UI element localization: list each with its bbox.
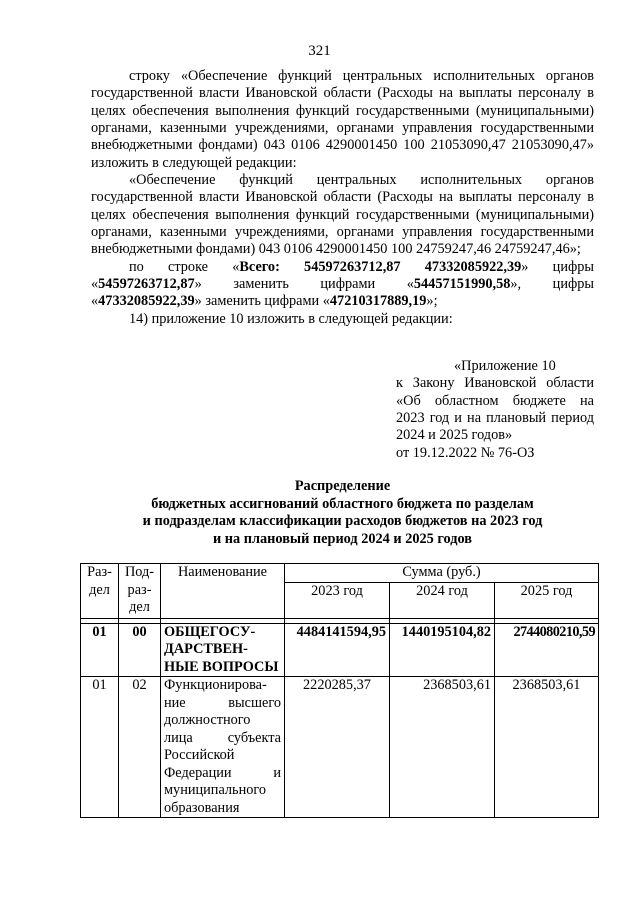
header-subsection: Под-раз-дел xyxy=(119,564,161,619)
row-subsection: 02 xyxy=(119,677,161,818)
row-value-2023: 4484141594,95 xyxy=(285,623,390,677)
row-section: 01 xyxy=(81,677,119,818)
p3-text-2: » цифры « xyxy=(91,258,594,293)
p3-text-6: »; xyxy=(426,293,438,310)
row-value-2024: 2368503,61 xyxy=(390,677,495,818)
row-value-2025: 2744080210,59 xyxy=(495,623,599,677)
paragraph-4: 14) приложение 10 изложить в следующей редакции: xyxy=(129,310,453,327)
header-year-2023: 2023 год xyxy=(285,582,390,618)
header-section: Раз-дел xyxy=(81,564,119,619)
p3-text-1: по строке « xyxy=(129,258,240,275)
row-name: Функционирование высшего должностного лица субъекта Российской Федерации и муниципального образования xyxy=(161,677,285,818)
p3-total: Всего: 54597263712,87 47332085922,39 xyxy=(239,258,522,275)
row-value-2023: 2220285,37 xyxy=(285,677,390,818)
annex-law-reference: к Закону Ивановской области «Об областном бюджете на 2023 год и на плановый период 2024 и 2025 годов» xyxy=(396,375,594,444)
paragraph-3 xyxy=(91,259,594,311)
p3-new-value-2: 47210317889,19 xyxy=(329,293,427,310)
table-row xyxy=(81,677,599,818)
row-value-2025: 2368503,61 xyxy=(495,677,599,818)
row-section: 01 xyxy=(81,623,119,677)
amendment-text xyxy=(91,68,594,328)
p3-text-4: », цифры « xyxy=(91,276,594,310)
p3-old-value-2: 47332085922,39 xyxy=(98,293,195,310)
heading-line-3: и подразделам классификации расходов бюджетов на 2023 год xyxy=(142,513,543,529)
p3-text-5: » заменить цифрами « xyxy=(194,293,330,310)
table-header-row xyxy=(81,564,599,583)
header-sum: Сумма (руб.) xyxy=(285,564,599,583)
row-name: ОБЩЕГОСУ-ДАРСТВЕН-НЫЕ ВОПРОСЫ xyxy=(161,623,285,677)
header-year-2024: 2024 год xyxy=(390,582,495,618)
page-number: 321 xyxy=(308,43,331,59)
heading-line-4: и на плановый период 2024 и 2025 годов xyxy=(213,530,472,547)
annex-date: от 19.12.2022 № 76-ОЗ xyxy=(396,444,535,461)
row-subsection: 00 xyxy=(119,623,161,677)
p3-new-value-1: 54457151990,58 xyxy=(413,276,511,293)
p3-text-3: » заменить цифрами « xyxy=(194,276,414,293)
heading-line-1: Распределение xyxy=(294,478,391,494)
paragraph-1: строку «Обеспечение функций центральных исполнительных органов государственной власти Ивановской области (Расходы на выплаты персоналу в целях обеспечения выполнения функций государственными (муниципальными) органами, казенными учреждениями, органами управления государственными внебюджетными фондами) 043 0106 4290001450 100 21053090,47 21053090,47» изложить в следующей редакции: xyxy=(91,68,594,171)
table-row xyxy=(81,623,599,677)
table-heading xyxy=(91,478,594,548)
heading-line-2: бюджетных ассигнований областного бюджета по разделам xyxy=(151,495,534,512)
row-value-2024: 1440195104,82 xyxy=(390,623,495,677)
annex-title: «Приложение 10 xyxy=(454,358,556,374)
p3-old-value-1: 54597263712,87 xyxy=(98,276,195,293)
paragraph-2: «Обеспечение функций центральных исполнительных органов государственной власти Ивановской области (Расходы на выплаты персоналу в целях обеспечения выполнения функций государственными (муниципальными) органами, казенными учреждениями, органами управления государственными внебюджетными фондами) 043 0106 4290001450 100 24759247,46 24759247,46»; xyxy=(91,172,594,258)
budget-table xyxy=(80,563,599,818)
header-name: Наименование xyxy=(161,564,285,619)
annex-header xyxy=(396,358,594,462)
header-year-2025: 2025 год xyxy=(495,582,599,618)
